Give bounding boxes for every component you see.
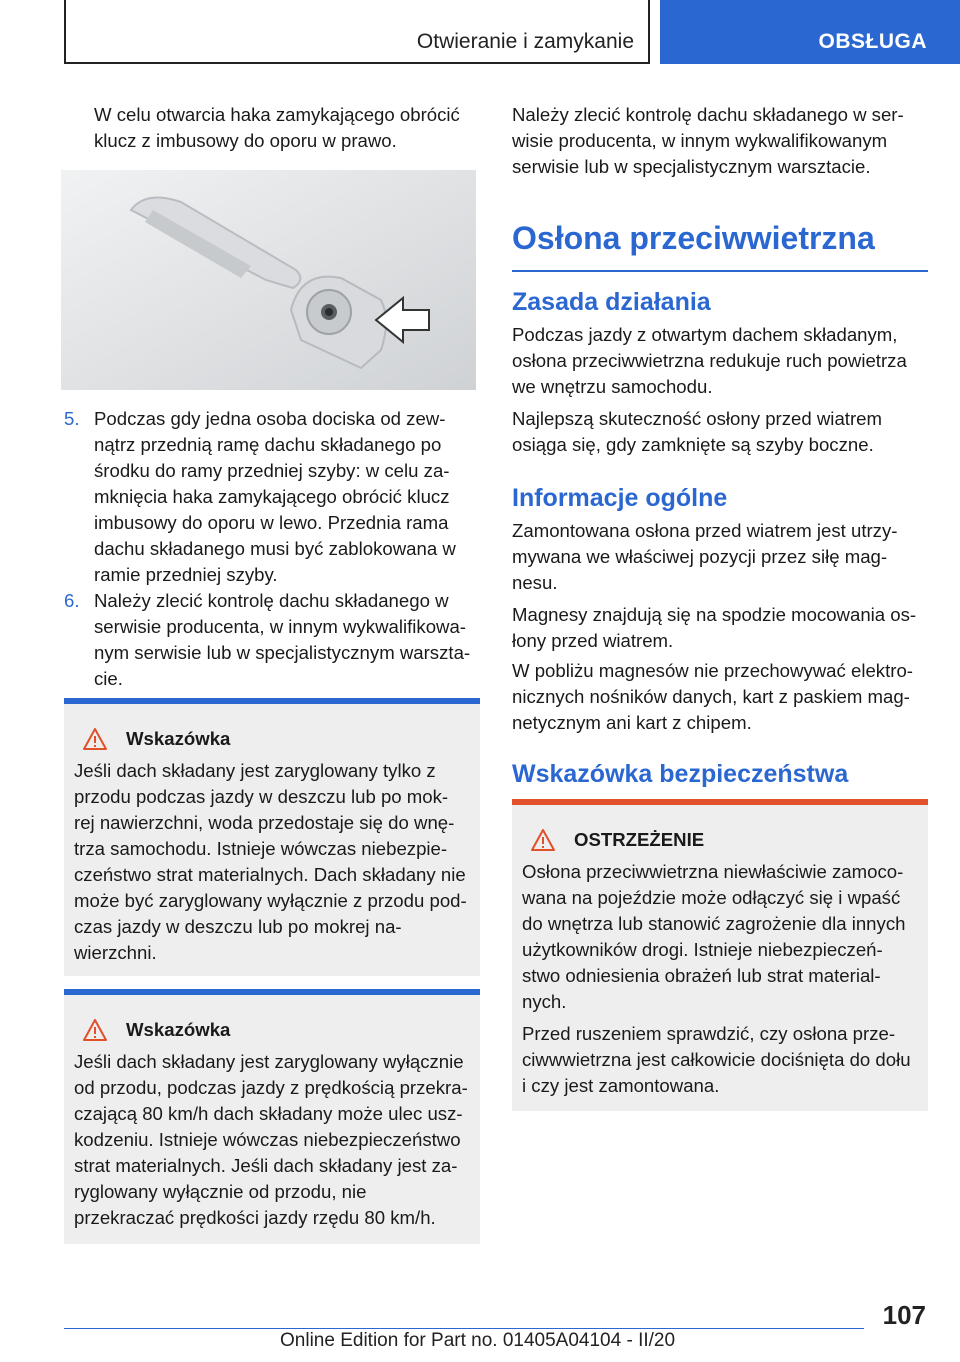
note-header — [74, 1017, 470, 1043]
general-paragraph-1: Zamontowana osłona przed wiatrem jest utrzy- mywana we właściwej pozycji przez siłę mag- nesu. — [512, 520, 898, 593]
warning-triangle-icon — [82, 727, 108, 751]
note-box-2 — [64, 989, 480, 1244]
footer-divider — [64, 1328, 864, 1329]
footer-edition: Online Edition for Part no. 01405A04104 - II/20 — [280, 1330, 676, 1351]
step-5 — [64, 406, 480, 588]
illustration-photo — [61, 170, 476, 390]
step-text: Należy zlecić kontrolę dachu składanego w serwisie producenta, w innym wykwalifikowa- nym serwisie lub w specjalistycznym warszta- cie. — [94, 590, 471, 689]
warning-triangle-icon — [530, 828, 556, 852]
note-box-1 — [64, 698, 480, 976]
warning-box — [512, 799, 928, 1111]
header-section-title: Otwieranie i zamykanie — [416, 30, 634, 53]
header-section-box — [64, 0, 650, 64]
subsection-heading-safety: Wskazówka bezpieczeństwa — [512, 760, 849, 788]
left-intro — [64, 102, 480, 154]
note-text: Jeśli dach składany jest zaryglowany wyłącznie od przodu, podczas jazdy z prędkością przekra- czającą 80 km/h dach składany może ulec usz- kodzeniu. Istnieje wówczas niebezpieczeństwo strat materialnych. Jeśli dach składany jest za- ryglowany wyłącznie od przodu, nie przekraczać prędkości jazdy rzędu 80 km/h. — [74, 1051, 468, 1228]
note-title: Wskazówka — [126, 728, 231, 749]
note-title: Wskazówka — [126, 1019, 231, 1040]
step-text: Podczas gdy jedna osoba dociska od zew- nątrz przednią ramę dachu składanego po środku do ramy przedniej szyby: w celu za- mknięcia haka zamykającego obrócić klucz imbusowy do oporu w lewo. Przednia rama dachu składanego musi być zablokowana w ramie przedniej szyby. — [94, 408, 456, 585]
step-number: 5. — [64, 408, 80, 429]
note-text: Jeśli dach składany jest zaryglowany tylko z przodu podczas jazdy w deszczu lub po mok- rej nawierzchni, woda przedostaje się do wnę- trza samochodu. Istnieje wówczas niebezpie- czeństwo strat materialnych. Dach składany nie może być zaryglowany wyłącznie z przodu pod- czas jazdy w deszczu lub po mokrej na- wierzchni. — [74, 760, 467, 963]
note-header — [74, 726, 470, 752]
subsection-heading-principle: Zasada działania — [512, 288, 711, 316]
step-6 — [64, 588, 480, 692]
illustration-photo-svg — [61, 170, 476, 390]
page-number: 107 — [882, 1300, 926, 1330]
right-intro: Należy zlecić kontrolę dachu składanego w ser- wisie producenta, w innym wykwalifikowanym serwisie lub w specjalistycznym warsztacie. — [512, 104, 904, 177]
warning-paragraph-2: Przed ruszeniem sprawdzić, czy osłona prze- ciwwwietrzna jest całkowicie dociśnięta do dołu i czy jest zamontowana. — [522, 1023, 911, 1096]
subsection-heading-general: Informacje ogólne — [512, 484, 728, 512]
principle-paragraph-1: Podczas jazdy z otwartym dachem składanym, osłona przeciwwietrzna redukuje ruch powietrza we wnętrzu samochodu. — [512, 324, 907, 397]
general-paragraph-3: W pobliżu magnesów nie przechowywać elektro- nicznych nośników danych, kart z paskiem mag- netycznym ani kart z chipem. — [512, 660, 913, 733]
warning-triangle-icon — [82, 1018, 108, 1042]
warning-title: OSTRZEŻENIE — [574, 829, 705, 850]
header-tab-label: OBSŁUGA — [818, 30, 927, 53]
warning-header — [522, 827, 918, 853]
general-paragraph-2: Magnesy znajdują się na spodzie mocowania os- łony przed wiatrem. — [512, 604, 917, 651]
warning-paragraph-1: Osłona przeciwwietrzna niewłaściwie zamoco- wana na pojeździe może odłączyć się i wpaść do wnętrza lub stanowić zagrożenie dla innych użytkowników drogi. Istnieje niebezpieczeń- stwo odniesienia obrażeń lub strat material- nych. — [522, 861, 906, 1012]
section-heading: Osłona przeciwwietrzna — [512, 216, 928, 272]
left-intro-text: W celu otwarcia haka zamykającego obrócić klucz z imbusowy do oporu w prawo. — [94, 104, 460, 151]
header-tab — [660, 0, 960, 64]
step-number: 6. — [64, 590, 80, 611]
principle-paragraph-2: Najlepszą skuteczność osłony przed wiatrem osiąga się, gdy zamknięte są szyby boczne. — [512, 408, 882, 455]
